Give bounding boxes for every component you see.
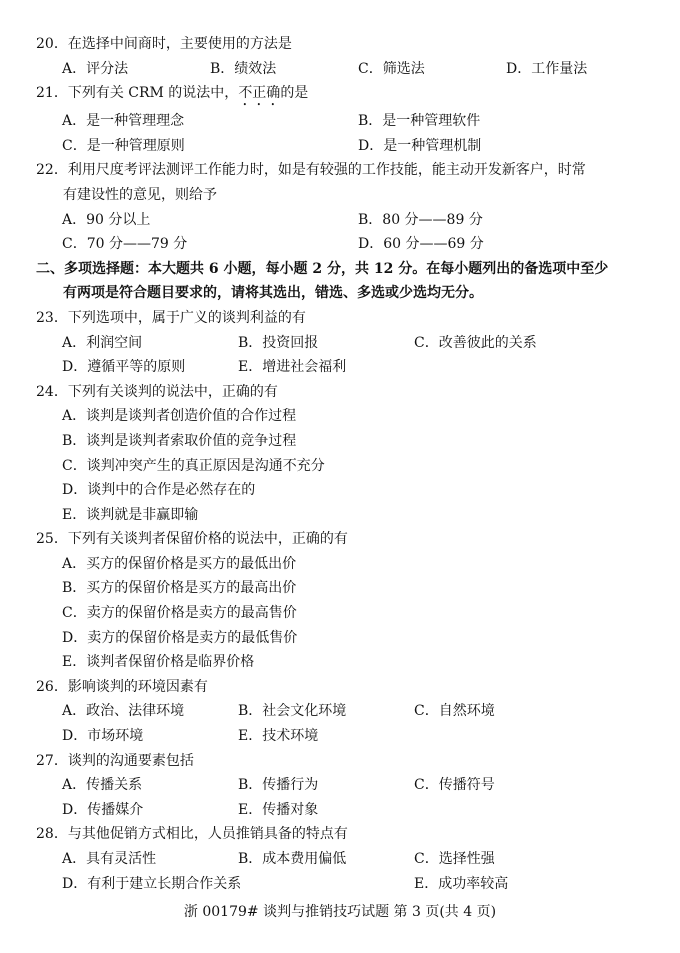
option-d: D．传播媒介 (62, 801, 144, 818)
option-a: A．政治、法律环境 (62, 703, 185, 720)
option-e: E．技术环境 (238, 728, 319, 745)
section-heading (36, 257, 620, 306)
options-row (62, 208, 680, 233)
options-row (62, 724, 680, 749)
question-21 (36, 81, 620, 109)
question-22 (36, 158, 620, 183)
option-b: B．投资回报 (238, 334, 319, 351)
option-c: C．改善彼此的关系 (414, 334, 537, 351)
option-a: A．传播关系 (62, 777, 143, 794)
question-text: 28．与其他促销方式相比，人员推销具备的特点有 (36, 826, 348, 843)
option-e: E．谈判就是非赢即输 (62, 506, 199, 523)
option-c: C．卖方的保留价格是卖方的最高售价 (62, 605, 297, 622)
options-row (62, 355, 680, 380)
option-d: D．是一种管理机制 (358, 137, 482, 154)
option-b: B．成本费用偏低 (238, 851, 347, 867)
question-text: 23．下列选项中，属于广义的谈判利益的有 (36, 309, 306, 326)
options-row (62, 109, 680, 134)
section-heading-line-1: 二、多项选择题：本大题共 6 小题，每小题 2 分，共 12 分。在每小题列出的备选项中至少 (36, 260, 609, 277)
option-c: C．传播符号 (414, 777, 495, 794)
question-text: 22．利用尺度考评法测评工作能力时，如是有较强的工作技能，能主动开发新客户，时常 (36, 162, 586, 179)
question-text: 20．在选择中间商时，主要使用的方法是 (36, 36, 292, 52)
option-a: A．买方的保留价格是买方的最低出价 (62, 555, 297, 572)
page-footer: 浙 00179# 谈判与推销技巧试题 第 3 页(共 4 页) (183, 904, 497, 920)
option-c: C．自然环境 (414, 703, 495, 720)
question-text-emphasis: 不正确 (238, 85, 281, 102)
question-text: 24．下列有关谈判的说法中，正确的有 (36, 383, 278, 400)
option-e: E．增进社会福利 (238, 359, 347, 376)
option-b: B．传播行为 (238, 777, 319, 794)
options-row (62, 331, 680, 356)
option-b: B．社会文化环境 (238, 703, 347, 720)
option-c: C．筛选法 (358, 60, 425, 77)
section-heading-line-2: 有两项是符合题目要求的，请将其选出，错选、多选或少选均无分。 (63, 285, 483, 302)
question-20 (36, 32, 620, 57)
options-row (62, 232, 680, 257)
option-b: B．绩效法 (210, 60, 277, 77)
question-23 (36, 306, 620, 331)
option-d: D．工作量法 (506, 60, 588, 77)
option-c: C．谈判冲突产生的真正原因是沟通不充分 (62, 457, 325, 474)
option-c: C．是一种管理原则 (62, 137, 185, 154)
option-c: C．70 分——79 分 (62, 236, 188, 253)
options-row (62, 798, 680, 823)
question-text: 27．谈判的沟通要素包括 (36, 752, 194, 769)
question-text-after: 的是 (280, 85, 309, 102)
option-b: B．是一种管理软件 (358, 113, 481, 130)
options-row (62, 773, 680, 798)
question-26 (36, 675, 620, 700)
options-row (62, 57, 680, 82)
question-list (0, 32, 680, 896)
option-e: E．传播对象 (238, 801, 319, 818)
option-e: E．谈判者保留价格是临界价格 (62, 654, 255, 671)
question-25 (36, 527, 620, 552)
question-text: 26．影响谈判的环境因素有 (36, 678, 208, 695)
option-a: A．利润空间 (62, 334, 143, 351)
option-e: E．成功率较高 (414, 875, 509, 892)
option-b: B．谈判是谈判者索取价值的竞争过程 (62, 432, 297, 449)
option-c: C．选择性强 (414, 851, 495, 867)
option-a: A．是一种管理理念 (62, 113, 185, 130)
option-d: D．遵循平等的原则 (62, 359, 186, 376)
option-d: D．有利于建立长期合作关系 (62, 875, 242, 892)
options-row (62, 699, 680, 724)
option-d: D．市场环境 (62, 728, 144, 745)
options-row (62, 872, 680, 897)
options-row (62, 134, 680, 159)
question-24 (36, 380, 620, 405)
option-b: B．买方的保留价格是买方的最高出价 (62, 580, 297, 597)
option-a: A．90 分以上 (62, 211, 151, 228)
option-a: A．评分法 (62, 60, 129, 77)
question-text-before: 21．下列有关 CRM 的说法中， (36, 85, 239, 102)
option-a: A．谈判是谈判者创造价值的合作过程 (62, 408, 297, 425)
question-text-continued: 有建设性的意见，则给予 (63, 186, 217, 203)
options-row (62, 847, 680, 872)
option-a: A．具有灵活性 (62, 851, 157, 867)
question-28 (36, 822, 620, 847)
option-b: B．80 分——89 分 (358, 211, 483, 228)
question-22-continued (63, 183, 620, 208)
option-d: D．卖方的保留价格是卖方的最低售价 (62, 629, 298, 646)
question-27 (36, 749, 620, 774)
question-text: 25．下列有关谈判者保留价格的说法中，正确的有 (36, 531, 348, 548)
option-d: D．谈判中的合作是必然存在的 (62, 482, 256, 499)
option-d: D．60 分——69 分 (358, 236, 484, 253)
